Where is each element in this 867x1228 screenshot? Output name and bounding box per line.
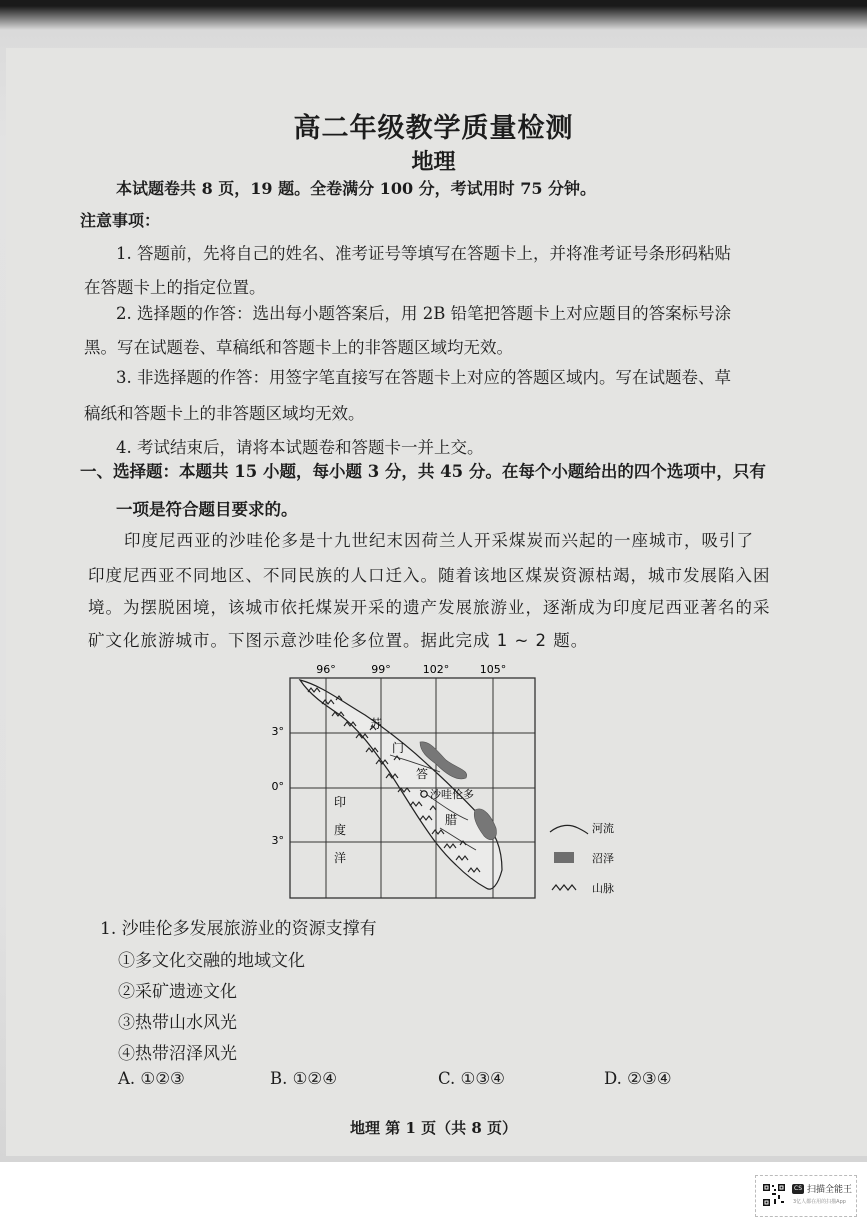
- notice-item-2: 2. 选择题的作答：选出每小题答案后，用 2B 铅笔把答题卡上对应题目的答案标号涂: [116, 304, 732, 323]
- camscanner-logo: CS: [794, 1185, 802, 1192]
- notice-heading: 注意事项：: [80, 211, 161, 230]
- swamp-icon: [554, 852, 574, 863]
- camscanner-tagline: 3亿人都在用的扫描App: [793, 1199, 846, 1205]
- city-marker: [421, 791, 427, 797]
- island-outline: [300, 680, 502, 889]
- answer-choice-b: B. ①②④: [270, 1069, 337, 1088]
- answer-choice-d: D. ②③④: [604, 1069, 672, 1088]
- legend-label: 山脉: [592, 882, 614, 895]
- map-legend: [550, 821, 614, 895]
- notice-item-3: 3. 非选择题的作答：用签字笔直接写在答题卡上对应的答题区域内。写在试题卷、草: [116, 368, 731, 387]
- camscanner-watermark: [755, 1175, 857, 1217]
- island-label: 苏: [370, 717, 383, 731]
- island-label: 腊: [445, 813, 458, 827]
- qr-code-icon: [762, 1183, 786, 1207]
- answer-choice-c: C. ①③④: [438, 1069, 505, 1088]
- camscanner-name: 扫描全能王: [807, 1185, 853, 1195]
- lat-label: 3°: [271, 725, 284, 738]
- exam-intro: 本试题卷共 8 页，19 题。全卷满分 100 分，考试用时 75 分钟。: [116, 179, 597, 198]
- notice-item-1: 1. 答题前，先将自己的姓名、准考证号等填写在答题卡上，并将准考证号条形码粘贴: [116, 244, 731, 263]
- ocean-label: 印: [334, 795, 347, 809]
- notice-item-3-cont: 稿纸和答题卡上的非答题区域均无效。: [84, 404, 365, 423]
- answer-choice-a: A. ①②③: [118, 1069, 185, 1088]
- lat-label: 0°: [271, 780, 284, 793]
- question-option: ①多文化交融的地域文化: [118, 951, 305, 971]
- lon-label: 102°: [422, 663, 450, 676]
- passage-line: 印度尼西亚的沙哇伦多是十九世纪末因荷兰人开采煤炭而兴起的一座城市，吸引了: [124, 531, 754, 550]
- subject-title: 地理: [411, 149, 456, 175]
- notice-item-2-cont: 黑。写在试题卷、草稿纸和答题卡上的非答题区域均无效。: [84, 338, 513, 357]
- question-option: ③热带山水风光: [118, 1013, 237, 1033]
- question-option: ②采矿遗迹文化: [118, 982, 237, 1002]
- lat-label: 3°: [271, 834, 284, 847]
- island-label: 答: [416, 767, 429, 781]
- passage-line: 印度尼西亚不同地区、不同民族的人口迁入。随着该地区煤炭资源枯竭，城市发展陷入困: [88, 566, 771, 585]
- question-1-stem: 1. 沙哇伦多发展旅游业的资源支撑有: [100, 919, 377, 939]
- lon-label: 96°: [316, 663, 336, 676]
- notice-item-4: 4. 考试结束后，请将本试题卷和答题卡一并上交。: [116, 438, 484, 457]
- legend-label: 河流: [592, 822, 614, 835]
- river-icon: [550, 825, 588, 834]
- city-label: 沙哇伦多: [430, 788, 474, 801]
- ocean-label: 度: [334, 823, 347, 837]
- island-label: 门: [392, 741, 405, 755]
- legend-label: 沼泽: [592, 852, 614, 865]
- lon-label: 99°: [371, 663, 391, 676]
- page-footer: 地理 第 1 页（共 8 页）: [350, 1119, 517, 1137]
- question-option: ④热带沼泽风光: [118, 1044, 237, 1064]
- section-heading: 一、选择题：本题共 15 小题，每小题 3 分，共 45 分。在每个小题给出的四个选项中，只有: [80, 462, 766, 481]
- section-heading-cont: 一项是符合题目要求的。: [116, 500, 298, 519]
- passage-line: 境。为摆脱困境，该城市依托煤炭开采的遗产发展旅游业，逐渐成为印度尼西亚著名的采: [88, 598, 771, 617]
- page-title: 高二年级教学质量检测: [293, 113, 574, 144]
- ocean-label: 洋: [334, 851, 347, 865]
- sumatra-location-map: [270, 660, 650, 904]
- passage-line: 矿文化旅游城市。下图示意沙哇伦多位置。据此完成 1 ~ 2 题。: [88, 631, 589, 650]
- notice-item-1-cont: 在答题卡上的指定位置。: [84, 278, 266, 297]
- mountain-icon: [552, 885, 576, 890]
- lon-label: 105°: [479, 663, 507, 676]
